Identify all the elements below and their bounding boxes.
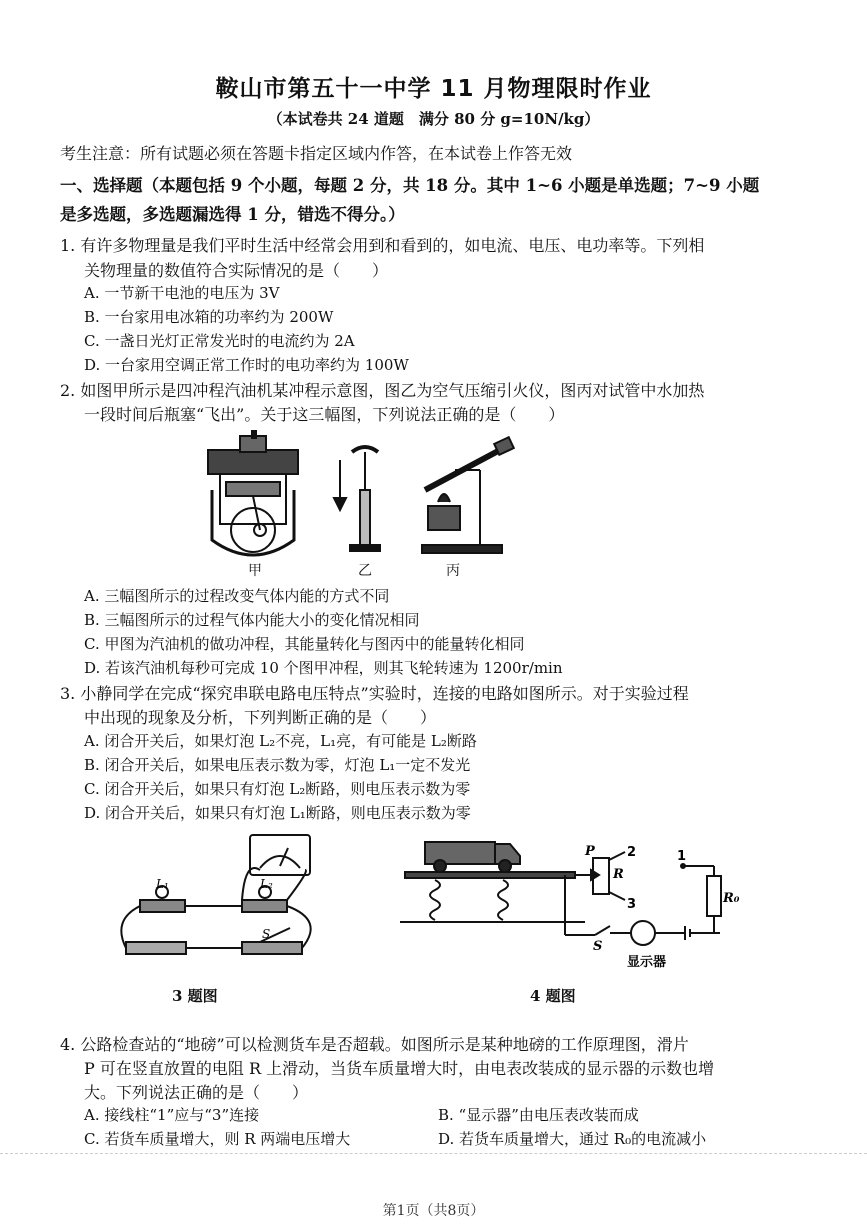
q2-stem-line2: 一段时间后瓶塞“飞出”。关于这三幅图，下列说法正确的是（ ） [84,405,565,424]
section-heading-line2: 是多选题，多选题漏选得 1 分，错选不得分。） [60,205,405,224]
q4-option-d[interactable]: D. 若货车质量增大，通过 R₀的电流减小 [438,1130,707,1148]
fig-label-jia: 甲 [248,563,262,579]
q4-option-c[interactable]: C. 若货车质量增大，则 R 两端电压增大 [84,1130,351,1148]
q2-option-b[interactable]: B. 三幅图所示的过程气体内能大小的变化情况相同 [84,611,420,629]
q4-option-b[interactable]: B. “显示器”由电压表改装而成 [438,1106,639,1124]
q2-option-a[interactable]: A. 三幅图所示的过程改变气体内能的方式不同 [84,587,390,605]
fig4-label-s: S [593,939,603,954]
section-heading-line1: 一、选择题（本题包括 9 个小题，每题 2 分，共 18 分。其中 1~6 小题是单选题；7~9 小题 [60,176,760,195]
fig4-label-2: 2 [627,845,637,860]
fig4-label-display: 显示器 [627,955,667,970]
q3-stem-line1: 3. 小静同学在完成“探究串联电路电压特点”实验时，连接的电路如图所示。对于实验过程 [60,684,689,703]
q3-option-c[interactable]: C. 闭合开关后，如果只有灯泡 L₂断路，则电压表示数为零 [84,780,471,798]
q4-stem-line2: P 可在竖直放置的电阻 R 上滑动，当货车质量增大时，由电表改装成的显示器的示数也增 [84,1059,715,1078]
q1-option-c[interactable]: C. 一盏日光灯正常发光时的电流约为 2A [84,332,355,350]
q1-option-b[interactable]: B. 一台家用电冰箱的功率约为 200W [84,308,334,326]
fig-label-yi: 乙 [358,563,372,579]
engine-illustration [208,430,298,555]
fig3-label-l2: L₂ [260,877,273,891]
fig4-caption: 4 题图 [530,987,576,1005]
q1-option-d[interactable]: D. 一台家用空调正常工作时的电功率约为 100W [84,356,409,374]
q4-stem-line1: 4. 公路检查站的“地磅”可以检测货车是否超载。如图所示是某种地磅的工作原理图，滑片 [60,1035,689,1054]
q3-option-d[interactable]: D. 闭合开关后，如果只有灯泡 L₁断路，则电压表示数为零 [84,804,471,822]
q3-stem-line2: 中出现的现象及分析，下列判断正确的是（ ） [84,708,437,727]
compressor-illustration [334,447,380,551]
q4-weighbridge-figure [395,830,745,975]
fig-label-bing: 丙 [446,563,460,579]
fig4-label-r0: R₀ [723,891,740,906]
q2-stem-line1: 2. 如图甲所示是四冲程汽油机某冲程示意图，图乙为空气压缩引火仪，图丙对试管中水加热 [60,381,705,400]
q2-option-c[interactable]: C. 甲图为汽油机的做功冲程，其能量转化与图丙中的能量转化相同 [84,635,525,653]
notice: 考生注意：所有试题必须在答题卡指定区域内作答，在本试卷上作答无效 [60,144,573,163]
page-divider [0,1153,867,1154]
q1-option-a[interactable]: A. 一节新干电池的电压为 3V [84,284,280,302]
page-number: 第1页（共8页） [382,1203,485,1219]
page-subtitle: （本试卷共 24 道题 满分 80 分 g=10N/kg） [267,110,600,128]
q2-option-d[interactable]: D. 若该汽油机每秒可完成 10 个图甲冲程，则其飞轮转速为 1200r/min [84,659,563,677]
test-tube-illustration [422,437,514,553]
q3-option-b[interactable]: B. 闭合开关后，如果电压表示数为零，灯泡 L₁一定不发光 [84,756,471,774]
page-title: 鞍山市第五十一中学 11 月物理限时作业 [215,76,652,102]
q1-stem-line2: 关物理量的数值符合实际情况的是（ ） [84,261,389,280]
q4-stem-line3: 大。下列说法正确的是（ ） [84,1083,309,1102]
fig4-label-r: R [613,867,624,882]
fig3-label-s: S [262,927,271,941]
q2-figures [200,430,530,580]
q3-circuit-figure [110,830,340,965]
q1-stem-line1: 1. 有许多物理量是我们平时生活中经常会用到和看到的，如电流、电压、电功率等。下列相 [60,236,705,255]
fig3-caption: 3 题图 [172,987,218,1005]
fig4-label-3: 3 [627,897,637,912]
fig4-label-1: 1 [677,849,687,864]
q4-option-a[interactable]: A. 接线柱“1”应与“3”连接 [84,1106,260,1124]
q3-option-a[interactable]: A. 闭合开关后，如果灯泡 L₂不亮，L₁亮，有可能是 L₂断路 [84,732,477,750]
fig3-label-l1: L₁ [156,877,169,891]
fig4-label-p: P [585,844,595,859]
